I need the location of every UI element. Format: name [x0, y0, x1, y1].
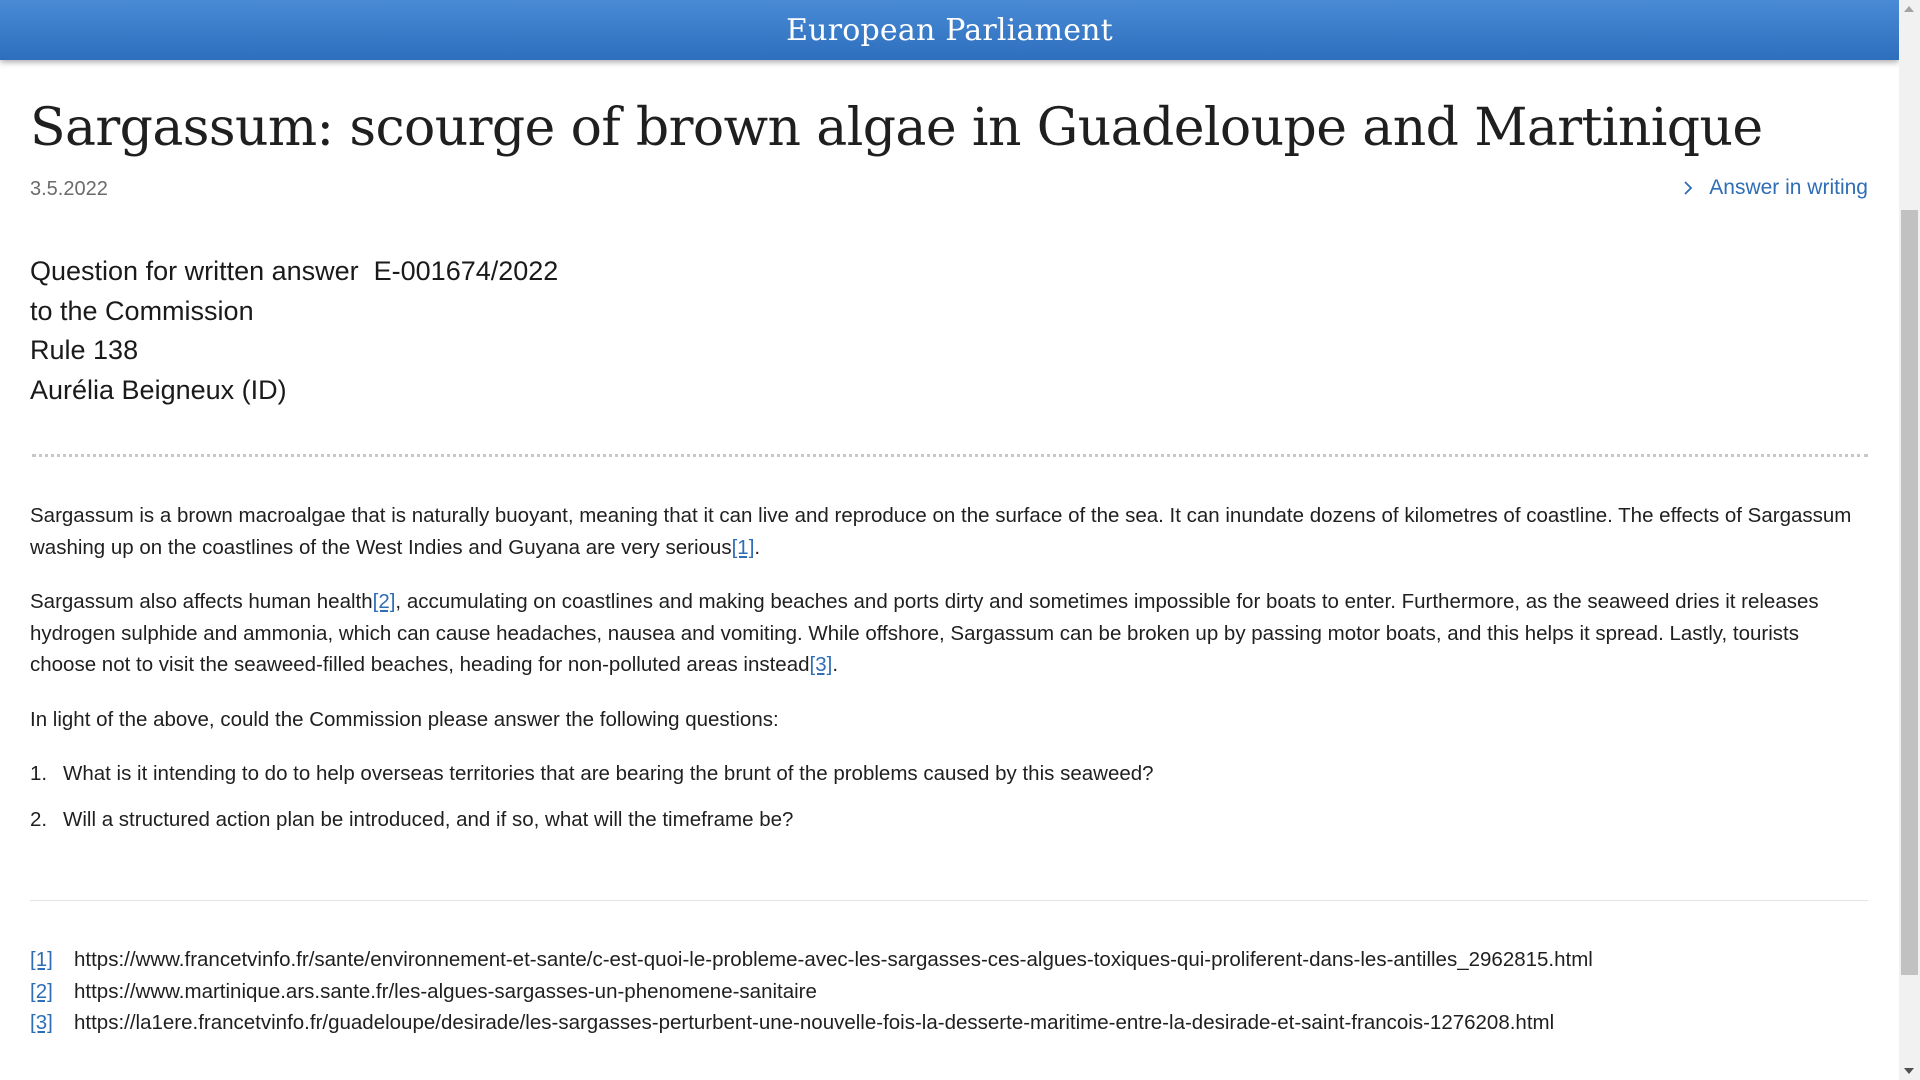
footnote-number[interactable]: [2] — [30, 979, 53, 1003]
scroll-up-icon[interactable] — [1904, 6, 1914, 12]
page-title: Sargassum: scourge of brown algae in Guadeloupe and Martinique — [30, 98, 1763, 158]
question-reference: Question for written answer E-001674/2022 — [30, 256, 559, 286]
footnote-number[interactable]: [3] — [30, 1011, 53, 1034]
vertical-scrollbar[interactable] — [1899, 0, 1920, 1080]
paragraph-3: In light of the above, could the Commission please answer the following questions: — [30, 707, 779, 731]
question-item: 2. Will a structured action plan be introduced, and if so, what will the timeframe be? — [30, 807, 794, 831]
answer-in-writing-label: Answer in writing — [1709, 176, 1868, 199]
footnote-url: https://www.martinique.ars.sante.fr/les-algues-sargasses-un-phenomene-sanitaire — [74, 979, 817, 1003]
footnotes — [30, 944, 1593, 1039]
publication-date: 3.5.2022 — [30, 178, 108, 200]
footnote-number[interactable]: [1] — [30, 948, 53, 971]
footnote-item — [30, 1007, 1593, 1039]
paragraph-1: Sargassum is a brown macroalgae that is naturally buoyant, meaning that it can live and reproduce on the surface of the sea. It can inundate dozens of kilometres of coastline. The effects of Sargassum washing up on the coastlines of the West Indies and Guyana are very serious[1]. — [30, 504, 1852, 559]
author: Aurélia Beigneux (ID) — [30, 374, 287, 405]
footnote-url: https://la1ere.francetvinfo.fr/guadeloupe/desirade/les-sargasses-perturbent-une-nouvelle-fois-la-desserte-maritime-entre-la-desirade-et-saint-francois-1276208.html — [74, 1011, 1555, 1034]
scrollbar-thumb[interactable] — [1901, 210, 1918, 975]
footnote-ref-3[interactable]: [3] — [809, 653, 833, 676]
footnote-url: https://www.francetvinfo.fr/sante/environnement-et-sante/c-est-quoi-le-probleme-avec-les-sargasses-ces-algues-toxiques-qui-proliferent-dans-les-antilles_2962815.html — [74, 948, 1593, 971]
addressee: to the Commission — [30, 295, 254, 326]
footnote-item — [30, 976, 1593, 1008]
paragraph-2: Sargassum also affects human health[2], accumulating on coastlines and making beaches and ports dirty and sometimes impossible for boats to enter. Furthermore, as the seaweed dries it releases hydrogen sulphide and ammonia, which can cause headaches, nausea and vomiting. While offshore, Sargassum can be broken up by passing motor boats, and this helps it spread. Lastly, tourists choose not to visit the seaweed-filled beaches, heading for non-polluted areas instead[3]. — [30, 590, 1819, 676]
footnote-ref-2[interactable]: [2] — [372, 590, 396, 613]
footnote-item — [30, 944, 1593, 976]
answer-in-writing-link[interactable] — [1683, 176, 1868, 200]
question-list — [30, 758, 1868, 835]
question-body — [30, 500, 1868, 849]
rule: Rule 138 — [30, 335, 139, 365]
dotted-divider — [32, 454, 1868, 457]
footnotes-divider — [30, 900, 1868, 901]
question-metadata — [30, 252, 558, 410]
site-header — [0, 0, 1899, 60]
scroll-down-icon[interactable] — [1904, 1068, 1914, 1074]
question-item: 1. What is it intending to do to help overseas territories that are bearing the brunt of the problems caused by this seaweed? — [30, 762, 1154, 785]
footnote-ref-1[interactable]: [1] — [731, 535, 755, 559]
site-title[interactable]: European Parliament — [786, 12, 1113, 48]
chevron-right-icon — [1683, 180, 1693, 196]
